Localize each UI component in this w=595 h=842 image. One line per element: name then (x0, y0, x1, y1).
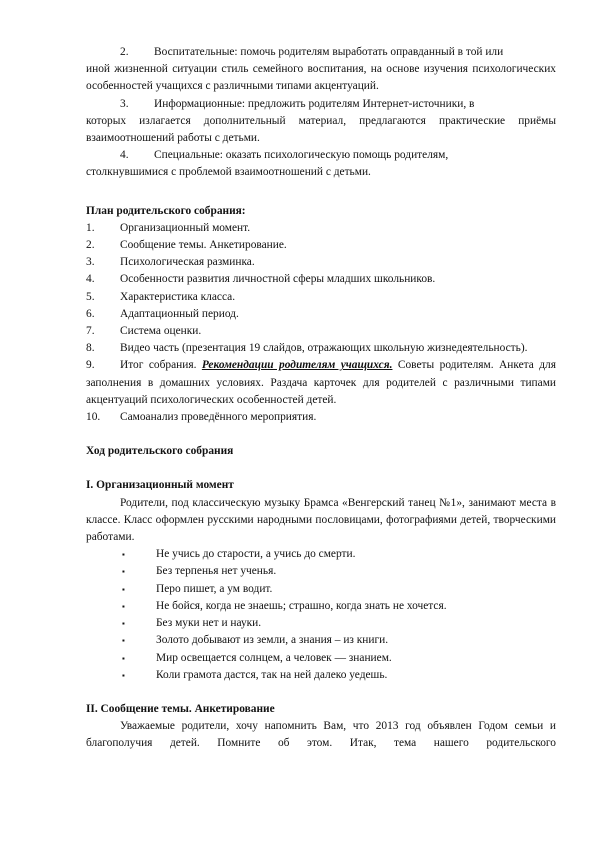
plan-item-number: 6. (86, 307, 95, 320)
proverb-text: Без муки нет и науки. (156, 617, 262, 630)
plan-item-text: Характеристика класса. (120, 290, 236, 303)
plan-item-number: 7. (86, 325, 95, 338)
goal-number: 2. (120, 46, 129, 58)
bullet-icon: ▪ (122, 653, 125, 663)
proverb-item (120, 632, 556, 649)
plan-item (86, 271, 556, 288)
proverb-item (120, 581, 556, 598)
plan-item-text: Адаптационный период. (120, 307, 239, 320)
proverb-text: Перо пишет, а ум водит. (156, 582, 273, 595)
goal-lead: Информационные: предложить родителям Интернет-источники, в (154, 97, 475, 110)
plan-item (86, 289, 556, 306)
proverb-text: Без терпенья нет ученья. (156, 565, 277, 578)
goal-item (120, 147, 556, 164)
course-title: Ход родительского собрания (86, 445, 234, 458)
goal-continuation: столкнувшимися с проблемой взаимоотношений с детьми. (86, 166, 371, 179)
plan-item-text: Самоанализ проведённого мероприятия. (120, 411, 317, 424)
plan-item-number: 3. (86, 256, 95, 269)
plan-item (86, 340, 556, 357)
proverb-item (120, 546, 556, 563)
plan-item (86, 237, 556, 254)
bullet-icon: ▪ (122, 619, 125, 629)
section2-title: II. Сообщение темы. Анкетирование (86, 702, 275, 715)
section1-title: I. Организационный момент (86, 479, 234, 492)
plan-item-text-after: Советы родителям. Анкета для заполнения в домашних условиях. Раздача карточек для родителей с различными типами акцентуаций психологических особенностей детей. (86, 359, 556, 406)
plan-item (86, 409, 556, 426)
proverb-text: Золото добывают из земли, а знания – из книги. (156, 634, 389, 647)
goals-list (86, 44, 556, 182)
goal-continuation: иной жизненной ситуации стиль семейного воспитания, на основе изучения психологических особенностей учащихся с различными типами акцентуаций. (86, 63, 556, 93)
goal-number: 3. (120, 97, 129, 110)
bullet-icon: ▪ (122, 567, 125, 577)
section2-paragraph: Уважаемые родители, хочу напомнить Вам, что 2013 год объявлен Годом семьи и благополучия детей. Помните об этом. Итак, тема нашего родительского (86, 720, 556, 750)
plan-item-text: Особенности развития личностной сферы младших школьников. (120, 273, 436, 286)
plan-item-number: 4. (86, 273, 95, 286)
section1-paragraph: Родители, под классическую музыку Брамса «Венгерский танец №1», занимают места в классе. Класс оформлен русскими народными пословицами, фотографиями детей, творческими работами. (86, 496, 556, 544)
plan-item (86, 220, 556, 237)
bullet-icon: ▪ (122, 636, 125, 646)
proverb-item (120, 615, 556, 632)
recommendations-link-text: Рекомендации родителям учащихся. (201, 359, 393, 372)
plan-item-number: 2. (86, 239, 95, 252)
plan-item-text: Сообщение темы. Анкетирование. (120, 239, 287, 252)
bullet-icon: ▪ (122, 670, 125, 680)
plan-item (86, 323, 556, 340)
plan-item-text: Система оценки. (120, 325, 202, 338)
proverb-text: Коли грамота дастся, так на ней далеко уедешь. (156, 668, 388, 681)
plan-item-number: 9. (86, 359, 95, 372)
plan-item-text: Видео часть (презентация 19 слайдов, отражающих школьную жизнедеятельность). (120, 342, 528, 355)
goal-continuation: которых излагается дополнительный материал, предлагаются практические приёмы взаимоотношений работы с детьми. (86, 114, 556, 145)
proverb-item (120, 598, 556, 615)
plan-item-number: 10. (86, 411, 101, 424)
plan-item-number: 8. (86, 342, 95, 355)
plan-list (86, 220, 556, 340)
proverb-item (120, 650, 556, 667)
proverb-text: Не бойся, когда не знаешь; страшно, когда знать не хочется. (156, 599, 447, 612)
plan-item-number: 5. (86, 290, 95, 303)
proverb-text: Мир освещается солнцем, а человек — знанием. (156, 651, 392, 664)
plan-item-text: Психологическая разминка. (120, 256, 255, 269)
goal-lead: Специальные: оказать психологическую помощь родителям, (154, 149, 449, 162)
proverb-text: Не учись до старости, а учись до смерти. (156, 548, 356, 561)
bullet-icon: ▪ (122, 550, 125, 560)
goal-item (120, 44, 556, 61)
plan-item-text-before: Итог собрания. (120, 359, 202, 372)
proverb-item (120, 563, 556, 580)
bullet-icon: ▪ (122, 584, 125, 594)
plan-item-text: Организационный момент. (120, 221, 251, 234)
document-content (86, 44, 556, 753)
goal-item (120, 96, 556, 113)
plan-item (86, 357, 556, 409)
goal-number: 4. (120, 149, 129, 162)
plan-item-number: 1. (86, 221, 95, 234)
proverbs-list (120, 546, 556, 684)
plan-title: План родительского собрания: (86, 204, 246, 217)
plan-item (86, 306, 556, 323)
goal-lead: Воспитательные: помочь родителям выработать оправданный в той или (154, 46, 504, 58)
bullet-icon: ▪ (122, 601, 125, 611)
plan-item (86, 254, 556, 271)
proverb-item (120, 667, 556, 684)
